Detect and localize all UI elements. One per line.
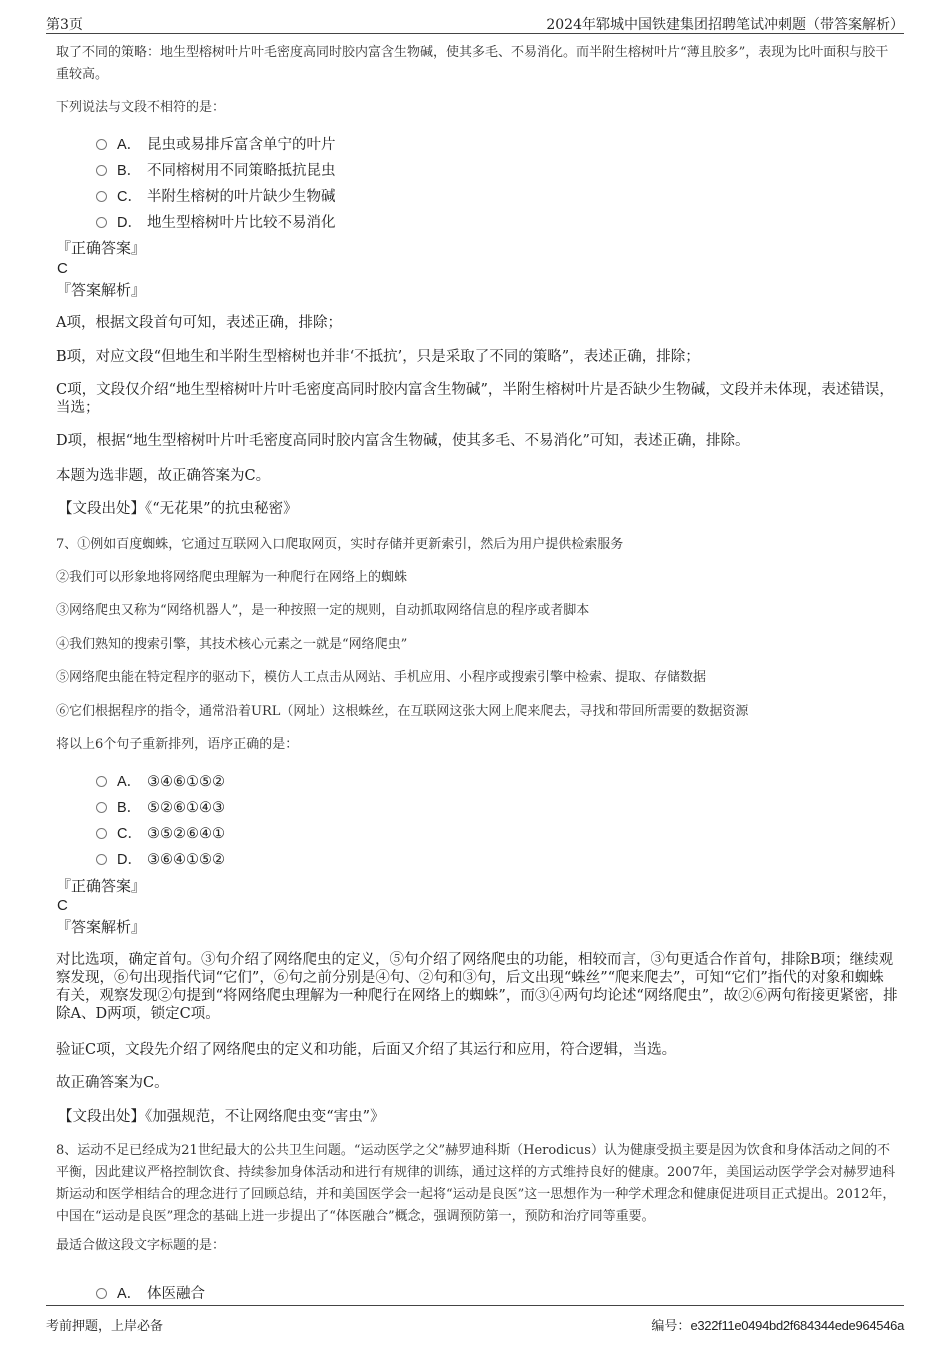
q8-passage: 8、运动不足已经成为21世纪最大的公共卫生问题。“运动医学之父”赫罗迪科斯（Herodicus）认为健康受损主要是因为饮食和身体活动之间的不平衡，因此建议严格控制饮食、持续参加身体活动和进行有规律的训练，通过这样的方式维持良好的健康。2007年，美国运动医学学会对赫罗迪科斯运动和医学相结合的理念进行了回顾总结，并和美国医学会一起将“运动是良医”这一思想作为一种学术理念和健康促进项目正式提出。2012年，中国在“运动是良医”理念的基础上进一步提出了“体医融合”概念，强调预防第一，预防和治疗同等重要。 [56,1143,896,1224]
q6-correct-answer: C [57,260,68,277]
q7-correct-answer-heading: 『正确答案』 [56,877,147,895]
radio-icon[interactable] [96,165,107,176]
q7-option-b[interactable]: B． ⑤②⑥①④③ [96,798,225,818]
q6-analysis-d: D项，根据“地生型榕树叶片叶毛密度高同时胶内富含生物碱，使其多毛、不易消化”可知，表述正确，排除。 [56,433,750,449]
q6-option-b[interactable]: B． 不同榕树用不同策略抵抗昆虫 [96,161,336,181]
q6-passage-tail: 取了不同的策略：地生型榕树叶片叶毛密度高同时胶内富含生物碱，使其多毛、不易消化。而半附生榕树叶片“薄且胶多”，表现为比叶面积与胶干重较高。 [56,45,889,82]
q7-sentence-5: ⑤网络爬虫能在特定程序的驱动下，模仿人工点击从网站、手机应用、小程序或搜索引擎中检索、提取、存储数据 [56,670,707,685]
q7-sentence-3: ③网络爬虫又称为“网络机器人”，是一种按照一定的规则，自动抓取网络信息的程序或者脚本 [56,603,590,618]
q7-source: 【文段出处】《加强规范，不让网络爬虫变“害虫”》 [58,1109,385,1125]
page-number: 第3页 [46,17,83,33]
document-title: 2024年郓城中国铁建集团招聘笔试冲刺题（带答案解析） [546,17,904,33]
q7-sentence-2: ②我们可以形象地将网络爬虫理解为一种爬行在网络上的蜘蛛 [56,570,408,585]
radio-icon[interactable] [96,854,107,865]
q7-sentence-4: ④我们熟知的搜索引擎，其技术核心元素之一就是“网络爬虫” [56,637,408,652]
q7-option-d[interactable]: D． ③⑥④①⑤② [96,850,225,870]
q7-analysis-main: 对比选项，确定首句。③句介绍了网络爬虫的定义，⑤句介绍了网络爬虫的功能，相较而言，③句更适合作首句，排除B项；继续观察发现，⑥句出现指代词“它们”，⑥句之前分别是④句、②句和③句，后文出现“蛛丝”“爬来爬去”，可知“它们”指代的对象和蜘蛛有关，观察发现②句提到“将网络爬虫理解为一种爬行在网络上的蜘蛛”，而③④两句均论述“网络爬虫”，故②⑥两句衔接更紧密，排除A、D两项，锁定C项。 [56,952,898,1022]
radio-icon[interactable] [96,776,107,787]
footer-slogan: 考前押题，上岸必备 [46,1319,164,1334]
radio-icon[interactable] [96,802,107,813]
q7-correct-answer: C [57,897,68,914]
q8-option-a[interactable]: A． 体医融合 [96,1284,205,1304]
page-footer [46,1305,904,1336]
q6-analysis-conclusion: 本题为选非题，故正确答案为C。 [56,468,271,484]
q6-correct-answer-heading: 『正确答案』 [56,239,147,257]
q7-analysis-verify: 验证C项，文段先介绍了网络爬虫的定义和功能，后面又介绍了其运行和应用，符合逻辑，当选。 [56,1042,677,1058]
q6-option-d[interactable]: D． 地生型榕树叶片比较不易消化 [96,213,336,233]
q6-source: 【文段出处】《“无花果”的抗虫秘密》 [58,501,298,517]
document-code: 编号：e322f11e0494bd2f684344ede964546a [651,1318,904,1334]
radio-icon[interactable] [96,139,107,150]
q7-sentence-1: 7、①例如百度蜘蛛，它通过互联网入口爬取网页，实时存储并更新索引，然后为用户提供检索服务 [56,537,624,552]
radio-icon[interactable] [96,217,107,228]
q8-prompt: 最适合做这段文字标题的是： [56,1238,226,1253]
q6-analysis-b: B项，对应文段“但地生和半附生型榕树也并非‘不抵抗’，只是采取了不同的策略”，表述正确，排除； [56,349,700,365]
q7-option-a[interactable]: A． ③④⑥①⑤② [96,772,225,792]
radio-icon[interactable] [96,828,107,839]
q6-analysis-c: C项，文段仅介绍“地生型榕树叶片叶毛密度高同时胶内富含生物碱”，半附生榕树叶片是否缺少生物碱，文段并未体现，表述错误，当选； [56,382,894,416]
q6-analysis-a: A项，根据文段首句可知，表述正确，排除； [56,315,342,331]
radio-icon[interactable] [96,191,107,202]
q6-prompt: 下列说法与文段不相符的是： [56,100,226,115]
q6-analysis-heading: 『答案解析』 [56,281,147,299]
q7-sentence-6: ⑥它们根据程序的指令，通常沿着URL（网址）这根蛛丝，在互联网这张大网上爬来爬去，寻找和带回所需要的数据资源 [56,704,749,719]
q6-option-a[interactable]: A． 昆虫或易排斥富含单宁的叶片 [96,135,336,155]
q7-option-c[interactable]: C． ③⑤②⑥④① [96,824,225,844]
q7-prompt: 将以上6个句子重新排列，语序正确的是： [56,737,299,752]
q7-analysis-heading: 『答案解析』 [56,918,147,936]
q7-analysis-conclusion: 故正确答案为C。 [56,1075,169,1091]
page-header [46,0,904,34]
radio-icon[interactable] [96,1288,107,1299]
q6-option-c[interactable]: C． 半附生榕树的叶片缺少生物碱 [96,187,336,207]
